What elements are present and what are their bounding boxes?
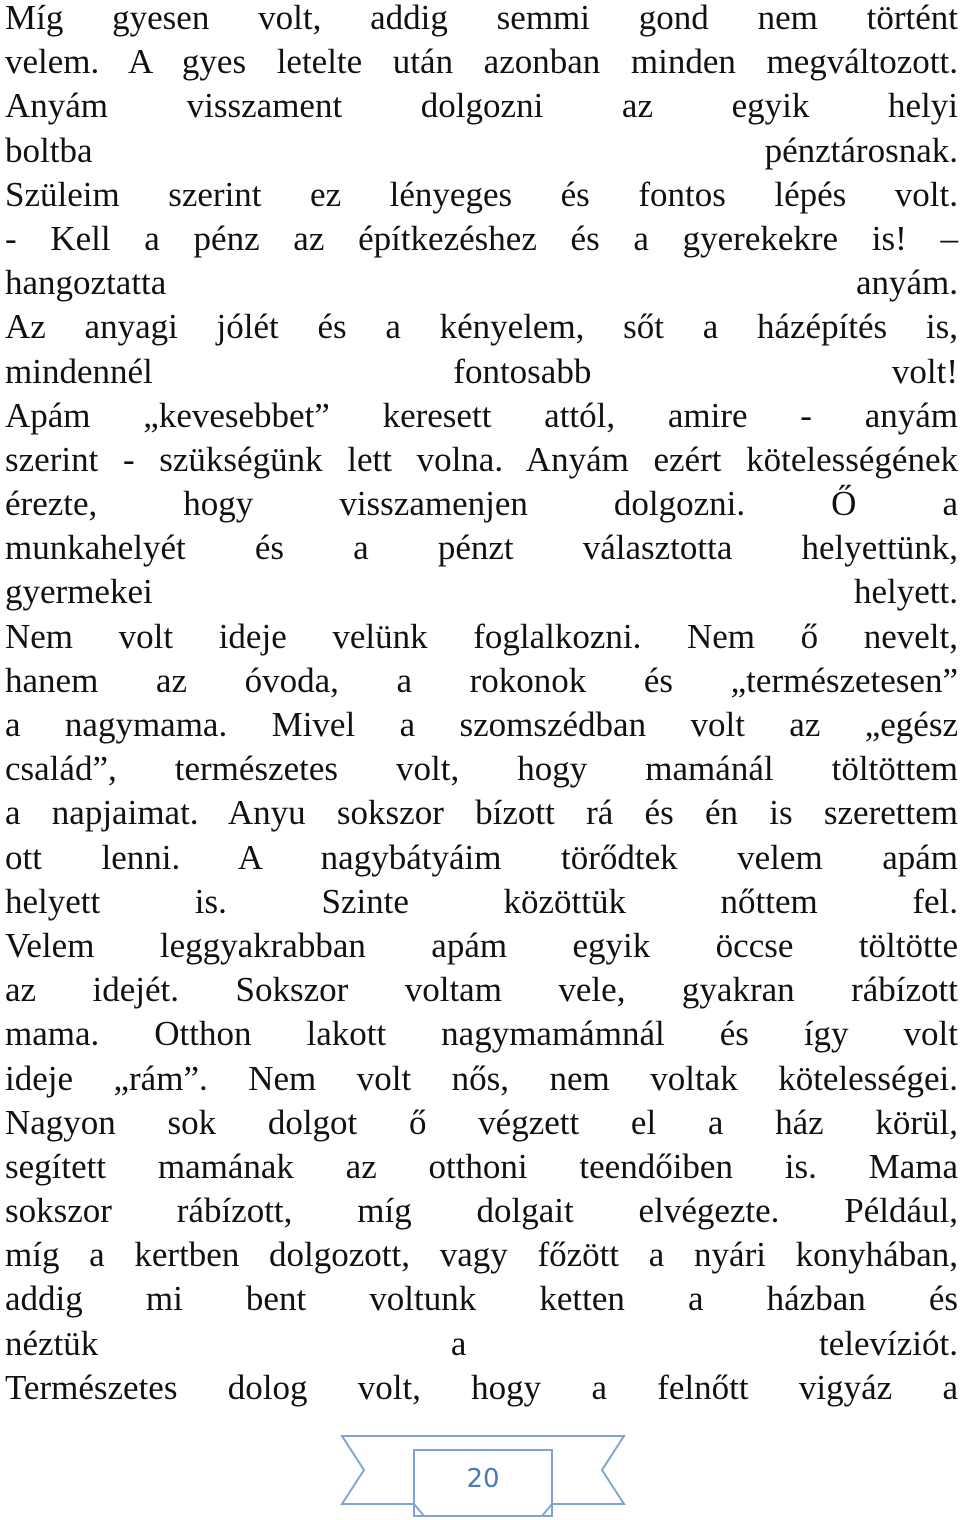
text-line: segített mamának az otthoni teendőiben is. Mama [5,1146,958,1186]
page-footer [340,1432,626,1520]
text-line: az idejét. Sokszor voltam vele, gyakran rábízott [5,970,958,1010]
text-line: velem. A gyes letelte után azonban minden megváltozott. [5,42,958,82]
text-line: míg a kertben dolgozott, vagy főzött a nyári konyhában, [5,1235,958,1275]
text-line: boltba pénztárosnak. [5,130,958,170]
text-line: hangoztatta anyám. [5,263,958,303]
text-line: mindennél fontosabb volt! [5,351,958,391]
text-line: hanem az óvoda, a rokonok és „természetesen” [5,660,958,700]
text-line: néztük a televíziót. [5,1323,958,1363]
text-line: mama. Otthon lakott nagymamámnál és így volt [5,1014,958,1054]
page-number: 20 [466,1464,500,1494]
text-line: helyett is. Szinte közöttük nőttem fel. [5,881,958,921]
text-line: gyermekei helyett. [5,572,958,612]
text-line: érezte, hogy visszamenjen dolgozni. Ő a [5,484,958,524]
text-line: munkahelyét és a pénzt választotta helyettünk, [5,528,958,568]
text-line: szerint - szükségünk lett volna. Anyám ezért kötelességének [5,439,958,479]
text-line: Apám „kevesebbet” keresett attól, amire - anyám [5,395,958,435]
text-line: Nem volt ideje velünk foglalkozni. Nem ő nevelt, [5,616,958,656]
text-line: addig mi bent voltunk ketten a házban és [5,1279,958,1319]
text-line: család”, természetes volt, hogy mamánál töltöttem [5,749,958,789]
text-line: a nagymama. Mivel a szomszédban volt az „egész [5,705,958,744]
text-line: ideje „rám”. Nem volt nős, nem voltak kötelességei. [5,1058,958,1098]
text-line: - Kell a pénz az építkezéshez és a gyerekekre is! – [5,218,958,258]
text-line: Nagyon sok dolgot ő végzett el a ház körül, [5,1102,958,1142]
body-text [5,0,958,1414]
text-line: Míg gyesen volt, addig semmi gond nem történt [5,0,958,37]
text-line: a napjaimat. Anyu sokszor bízott rá és én is szerettem [5,793,958,833]
text-line: sokszor rábízott, míg dolgait elvégezte. Például, [5,1191,958,1231]
text-line: ott lenni. A nagybátyáim törődtek velem apám [5,837,958,877]
text-line: Az anyagi jólét és a kényelem, sőt a házépítés is, [5,307,958,347]
text-line: Anyám visszament dolgozni az egyik helyi [5,86,958,126]
text-line: Szüleim szerint ez lényeges és fontos lépés volt. [5,174,958,214]
text-line: Velem leggyakrabban apám egyik öccse töltötte [5,925,958,965]
text-line: Természetes dolog volt, hogy a felnőtt vigyáz a [5,1367,958,1407]
